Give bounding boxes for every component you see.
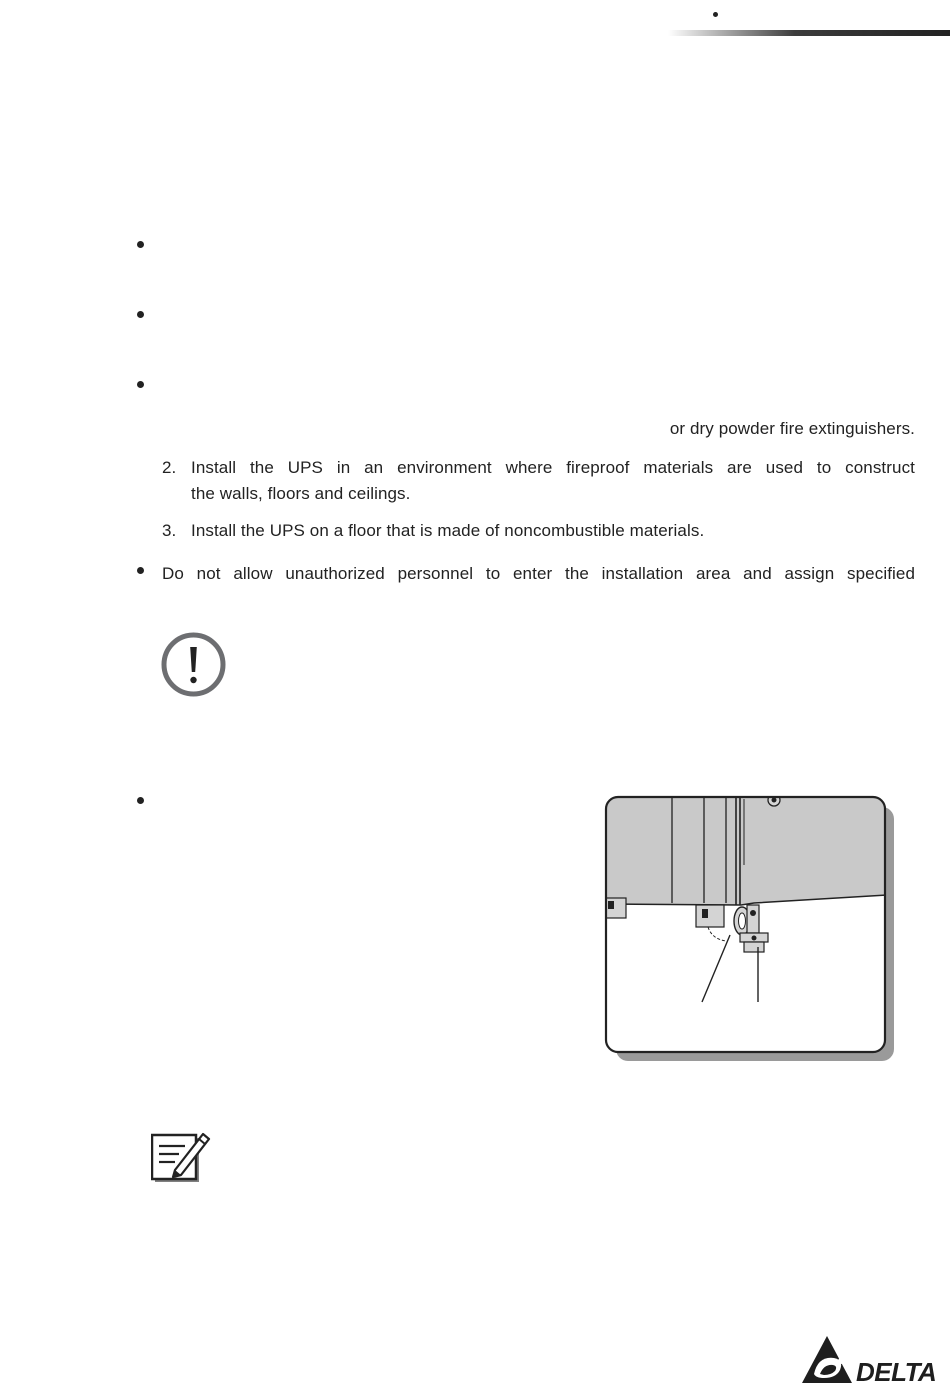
note-pencil-icon xyxy=(151,1128,213,1184)
list-number-3: 3. xyxy=(162,521,177,540)
delta-logo xyxy=(800,1334,950,1385)
bullet-3 xyxy=(137,381,144,388)
bullet-4 xyxy=(137,567,144,574)
exclamation-circle-icon xyxy=(160,631,227,698)
ups-base-figure xyxy=(604,795,896,1063)
header-rule xyxy=(668,30,950,36)
bullet-2 xyxy=(137,311,144,318)
list-item-2-line2: the walls, floors and ceilings. xyxy=(191,484,411,503)
list-item-3: Install the UPS on a floor that is made of noncombustible materials. xyxy=(191,521,705,540)
list-item-2-line1: Install the UPS in an environment where fireproof materials are used to construct xyxy=(191,458,915,477)
fire-extinguisher-tail: or dry powder fire extinguishers. xyxy=(669,419,915,438)
personnel-bullet-text: Do not allow unauthorized personnel to enter the installation area and assign specified xyxy=(162,564,915,583)
header-dot xyxy=(713,12,718,17)
bullet-1 xyxy=(137,241,144,248)
delta-logo-mark xyxy=(800,1334,950,1385)
delta-logo-text: DELTA xyxy=(856,1357,937,1385)
list-number-2: 2. xyxy=(162,458,177,477)
bullet-5 xyxy=(137,797,144,804)
